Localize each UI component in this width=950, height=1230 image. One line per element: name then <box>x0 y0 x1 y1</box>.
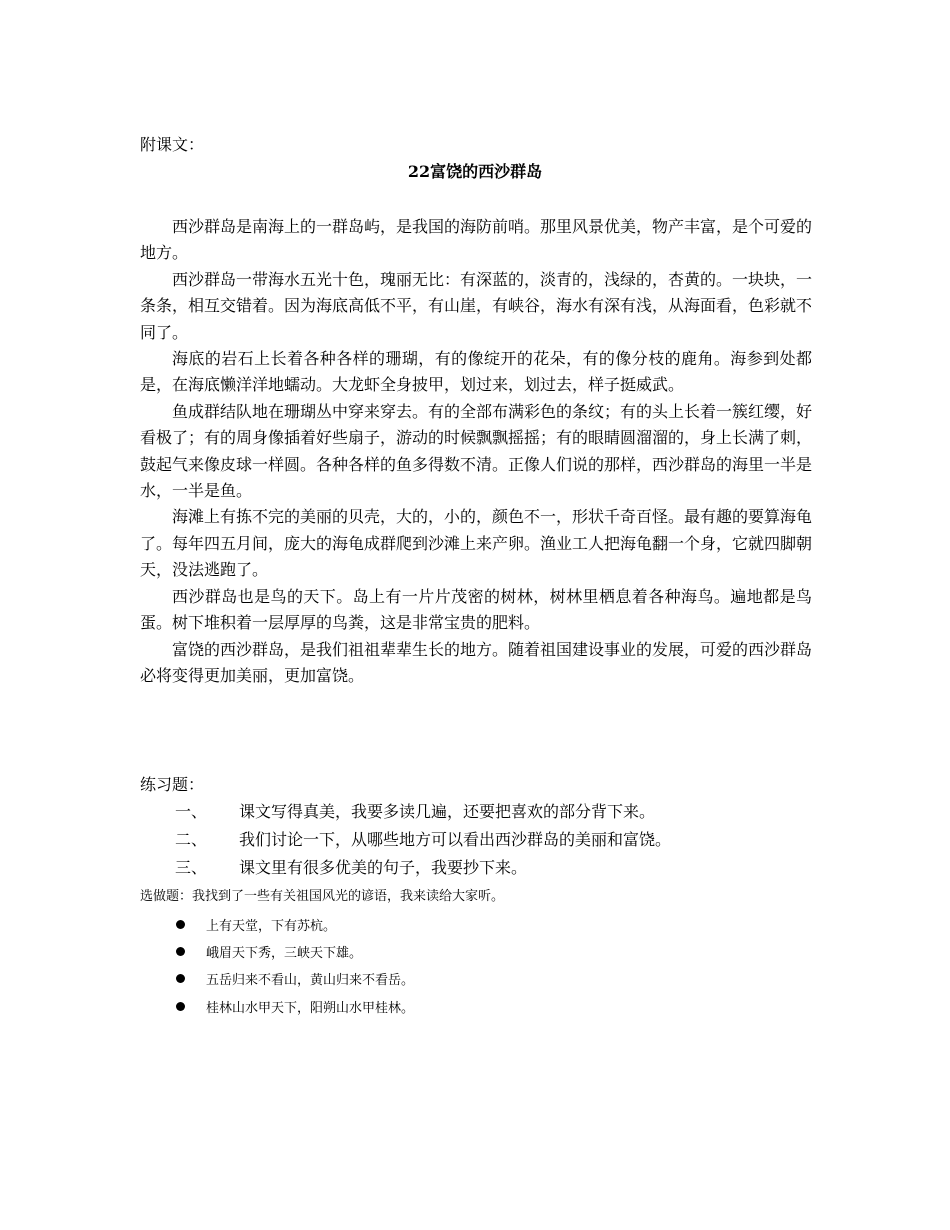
paragraph-7: 富饶的西沙群岛，是我们祖祖辈辈生长的地方。随着祖国建设事业的发展，可爱的西沙群岛必将变得更加美丽，更加富饶。 <box>140 639 813 685</box>
exercise-number: 三、 <box>175 858 208 877</box>
exercise-text: 课文里有很多优美的句子，我要抄下来。 <box>239 858 528 877</box>
exercise-number: 二、 <box>175 830 208 849</box>
paragraph-4: 鱼成群结队地在珊瑚丛中穿来穿去。有的全部布满彩色的条纹；有的头上长着一簇红缨，好看极了；有的周身像插着好些扇子，游动的时候飘飘摇摇；有的眼睛圆溜溜的，身上长满了刺，鼓起气来像皮球一样圆。各种各样的鱼多得数不清。正像人们说的那样，西沙群岛的海里一半是水，一半是鱼。 <box>140 401 813 501</box>
exercise-text: 我们讨论一下，从哪些地方可以看出西沙群岛的美丽和富饶。 <box>239 830 672 849</box>
bullet-icon <box>176 920 185 929</box>
saying-text: 上有天堂，下有苏杭。 <box>206 919 337 934</box>
paragraph-2: 西沙群岛一带海水五光十色，瑰丽无比：有深蓝的，淡青的，浅绿的，杏黄的。一块块，一条条，相互交错着。因为海底高低不平，有山崖，有峡谷，海水有深有浅，从海面看，色彩就不同了。 <box>140 269 813 342</box>
saying-item <box>176 945 362 963</box>
lesson-title: 22富饶的西沙群岛 <box>407 162 543 181</box>
bullet-icon <box>176 974 185 983</box>
saying-text: 峨眉天下秀，三峡天下雄。 <box>206 946 363 961</box>
saying-text: 桂林山水甲天下，阳朔山水甲桂林。 <box>206 1001 415 1016</box>
saying-item <box>176 918 336 936</box>
paragraph-1: 西沙群岛是南海上的一群岛屿，是我国的海防前哨。那里风景优美，物产丰富，是个可爱的地方。 <box>140 217 813 263</box>
exercise-label: 练习题： <box>140 775 205 794</box>
exercise-item <box>175 857 527 879</box>
exercise-text: 课文写得真美，我要多读几遍，还要把喜欢的部分背下来。 <box>239 802 656 821</box>
paragraph-5: 海滩上有拣不完的美丽的贝壳，大的，小的，颜色不一，形状千奇百怪。最有趣的要算海龟了。每年四五月间，庞大的海龟成群爬到沙滩上来产卵。渔业工人把海龟翻一个身，它就四脚朝天，没法逃跑了。 <box>140 507 813 580</box>
paragraph-6: 西沙群岛也是鸟的天下。岛上有一片片茂密的树林，树林里栖息着各种海鸟。遍地都是鸟蛋。树下堆积着一层厚厚的鸟粪，这是非常宝贵的肥料。 <box>140 586 812 633</box>
bullet-icon <box>176 1002 185 1011</box>
exercise-number: 一、 <box>175 802 208 821</box>
saying-item <box>176 1000 414 1018</box>
saying-text: 五岳归来不看山，黄山归来不看岳。 <box>206 973 415 988</box>
saying-item <box>176 972 414 990</box>
paragraph-3: 海底的岩石上长着各种各样的珊瑚，有的像绽开的花朵，有的像分枝的鹿角。海参到处都是，在海底懒洋洋地蠕动。大龙虾全身披甲，划过来，划过去，样子挺威武。 <box>140 349 812 395</box>
appendix-label: 附课文： <box>140 135 205 154</box>
lesson-body <box>140 214 812 689</box>
exercise-item <box>175 801 655 823</box>
bullet-icon <box>176 947 185 956</box>
optional-task: 选做题：我找到了一些有关祖国风光的谚语，我来读给大家听。 <box>140 889 505 904</box>
exercise-item <box>175 829 671 851</box>
